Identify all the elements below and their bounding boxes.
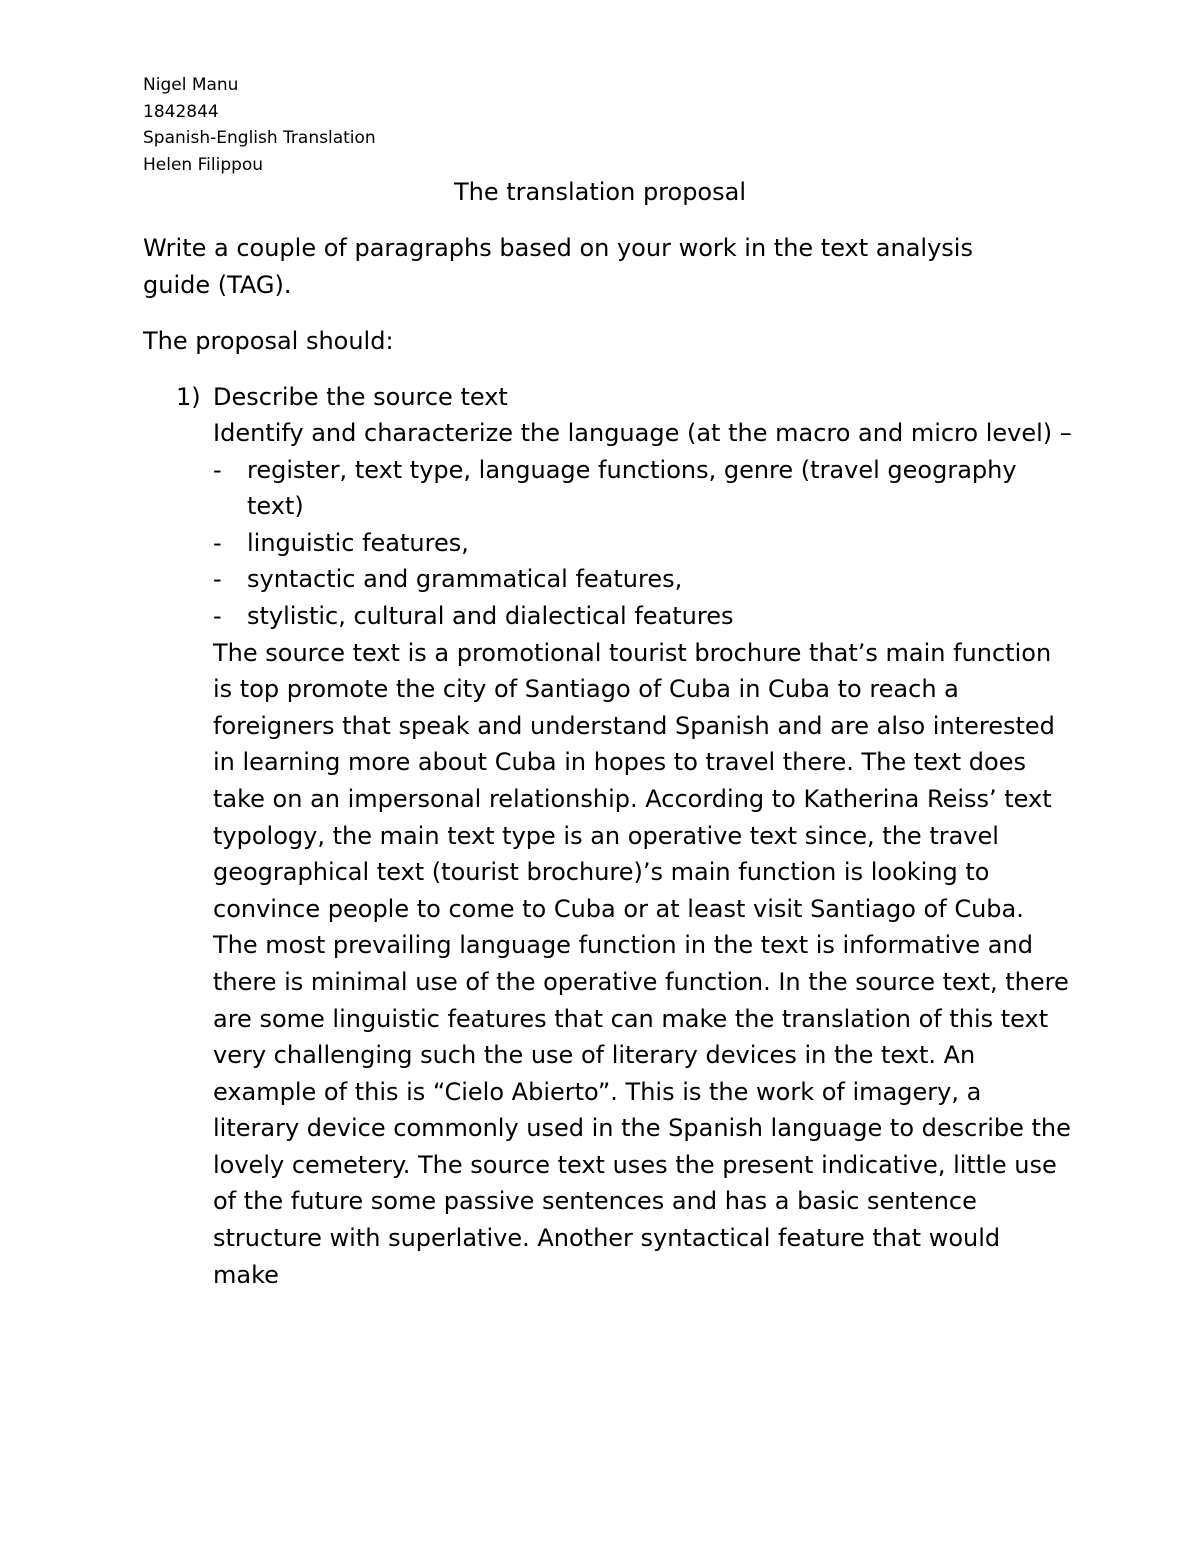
bullet-dash: -: [213, 565, 222, 594]
bullet-text: stylistic, cultural and dialectical features: [247, 601, 734, 630]
list-item-1-heading-line: [176, 379, 508, 416]
intro-paragraph: Write a couple of paragraphs based on your work in the text analysis guide (TAG).: [143, 234, 973, 299]
instructor-name: Helen Filippou: [143, 154, 264, 175]
list-item-1-body: [213, 415, 1073, 1293]
bullet-item: [213, 598, 1073, 635]
bullet-dash: -: [213, 455, 222, 484]
bullet-item: [213, 525, 1073, 562]
bullet-item: [213, 561, 1073, 598]
bullet-item: [213, 452, 1073, 525]
proposal-should-label: The proposal should:: [143, 327, 394, 355]
document-title: The translation proposal: [454, 178, 746, 206]
list-item-subheading: Identify and characterize the language (at the macro and micro level) –: [213, 419, 1072, 447]
bullet-text: syntactic and grammatical features,: [247, 565, 683, 594]
bullet-text: linguistic features,: [247, 528, 469, 557]
bullet-dash: -: [213, 601, 222, 630]
document-header: [143, 72, 376, 178]
list-item-heading: Describe the source text: [213, 383, 508, 411]
bullet-dash: -: [213, 528, 222, 557]
bullet-list: [213, 452, 1073, 635]
list-item-number: 1): [176, 383, 201, 411]
student-id: 1842844: [143, 101, 219, 122]
analysis-paragraph: The source text is a promotional tourist brochure that’s main function is top promote the city of Santiago of Cuba in Cuba to reach a foreigners that speak and understand Spanish and are also interested in learning more about Cuba in hopes to travel there. The text does take on an impersonal relationship. According to Katherina Reiss’ text typology, the main text type is an operative text since, the travel geographical text (tourist brochure)’s main function is looking to convince people to come to Cuba or at least visit Santiago of Cuba. The most prevailing language function in the text is informative and there is minimal use of the operative function. In the source text, there are some linguistic features that can make the translation of this text very challenging such the use of literary devices in the text. An example of this is “Cielo Abierto”. This is the work of imagery, a literary device commonly used in the Spanish language to describe the lovely cemetery. The source text uses the present indicative, little use of the future some passive sentences and has a basic sentence structure with superlative. Another syntactical feature that would make: [213, 638, 1071, 1289]
course-name: Spanish-English Translation: [143, 128, 376, 148]
bullet-text: register, text type, language functions, genre (travel geography text): [247, 455, 1017, 521]
author-name: Nigel Manu: [143, 75, 239, 95]
